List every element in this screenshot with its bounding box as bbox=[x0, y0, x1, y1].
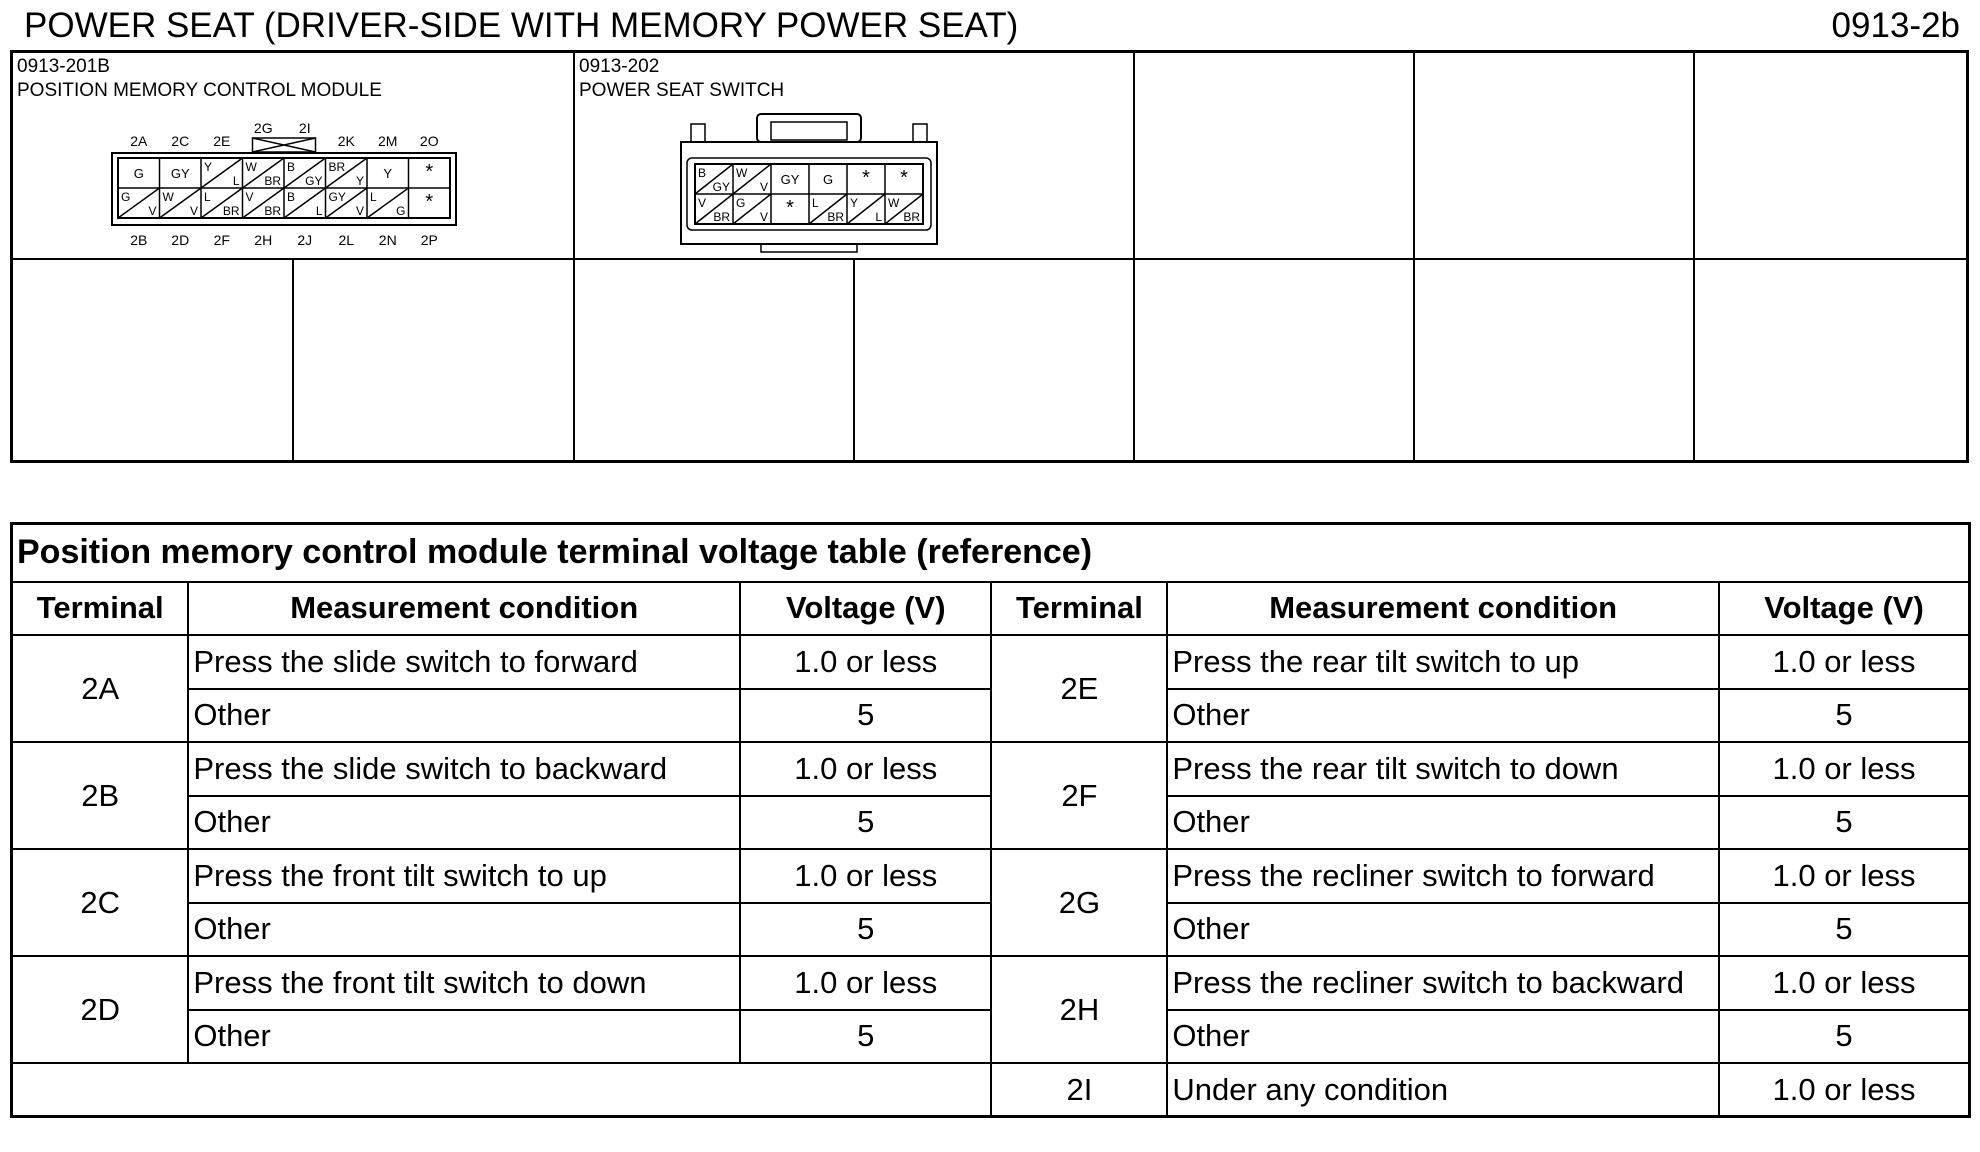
condition-cell: Other bbox=[188, 689, 740, 743]
terminal-label: 2M bbox=[378, 133, 398, 149]
terminal-label: 2G bbox=[253, 120, 273, 136]
table-row bbox=[12, 956, 1970, 1010]
connector-cell-empty bbox=[294, 260, 575, 460]
connector-cell-empty bbox=[1415, 260, 1695, 460]
voltage-cell: 1.0 or less bbox=[740, 849, 991, 903]
cavity-label: BR bbox=[264, 174, 281, 188]
terminal-cell: 2G bbox=[991, 849, 1167, 956]
condition-cell: Press the rear tilt switch to down bbox=[1167, 742, 1719, 796]
cavity-label: GY bbox=[712, 180, 730, 194]
condition-cell: Press the front tilt switch to up bbox=[188, 849, 740, 903]
condition-cell: Press the slide switch to forward bbox=[188, 635, 740, 689]
condition-cell: Other bbox=[1167, 903, 1719, 957]
voltage-cell: 5 bbox=[1719, 689, 1970, 743]
table-row bbox=[12, 635, 1970, 689]
column-header: Voltage (V) bbox=[1719, 582, 1970, 636]
connector-latch bbox=[757, 114, 861, 142]
terminal-label: 2C bbox=[171, 133, 190, 149]
voltage-cell: 5 bbox=[1719, 1010, 1970, 1064]
cavity-label: Y bbox=[355, 174, 364, 188]
column-header: Voltage (V) bbox=[740, 582, 991, 636]
cavity-label: * bbox=[862, 167, 870, 189]
cavity-label: BR bbox=[222, 204, 240, 218]
connector-cell-empty bbox=[1415, 53, 1695, 260]
connector-tab bbox=[691, 124, 705, 142]
connector-202-diagram bbox=[575, 53, 1133, 258]
terminal-label: 2H bbox=[254, 232, 273, 248]
condition-cell: Other bbox=[1167, 796, 1719, 850]
cavity-label: L bbox=[204, 190, 211, 204]
cavity-label: B bbox=[287, 160, 296, 174]
cavity-label: V bbox=[759, 210, 768, 224]
cavity-label: L bbox=[812, 196, 819, 210]
cavity-label: BR bbox=[328, 160, 346, 174]
connector-cell-empty bbox=[1135, 53, 1415, 260]
table-row bbox=[12, 1063, 1970, 1117]
cavity-label: G bbox=[396, 204, 406, 218]
cavity-label: W bbox=[245, 160, 257, 174]
terminal-label: 2F bbox=[213, 232, 230, 248]
cavity-label: G bbox=[736, 196, 746, 210]
cavity-label: G bbox=[121, 190, 131, 204]
cavity-label: GY bbox=[305, 174, 323, 188]
terminal-cell: 2F bbox=[991, 742, 1167, 849]
connector-code: 0913-202 bbox=[579, 56, 660, 77]
terminal-label: 2B bbox=[130, 232, 148, 248]
table-row bbox=[12, 742, 1970, 796]
condition-cell: Other bbox=[188, 1010, 740, 1064]
connector-grid bbox=[10, 50, 1969, 463]
connector-cell-empty bbox=[1135, 260, 1415, 460]
column-header: Measurement condition bbox=[188, 582, 740, 636]
terminal-cell: 2I bbox=[991, 1063, 1167, 1117]
cavity-label: V bbox=[355, 204, 364, 218]
cavity-label: V bbox=[189, 204, 198, 218]
cavity-label: * bbox=[786, 197, 794, 219]
terminal-label: 2D bbox=[171, 232, 190, 248]
condition-cell: Press the recliner switch to backward bbox=[1167, 956, 1719, 1010]
cavity-label: * bbox=[900, 167, 908, 189]
voltage-table bbox=[10, 522, 1971, 1118]
cavity-label: L bbox=[232, 174, 240, 188]
table-row bbox=[12, 689, 1970, 743]
connector-cell-empty bbox=[855, 260, 1135, 460]
condition-cell: Press the slide switch to backward bbox=[188, 742, 740, 796]
voltage-cell: 5 bbox=[740, 796, 991, 850]
terminal-label: 2A bbox=[130, 133, 148, 149]
cavity-label: * bbox=[425, 161, 434, 183]
voltage-cell: 5 bbox=[1719, 796, 1970, 850]
cavity-label: BR bbox=[903, 210, 920, 224]
terminal-label: 2N bbox=[378, 232, 397, 248]
terminal-cell: 2C bbox=[12, 849, 189, 956]
voltage-cell: 1.0 or less bbox=[1719, 849, 1970, 903]
condition-cell: Other bbox=[1167, 689, 1719, 743]
cavity-label: G bbox=[133, 166, 144, 181]
table-row bbox=[12, 1010, 1970, 1064]
connector-201b-diagram bbox=[13, 53, 573, 258]
cavity-label: V bbox=[698, 196, 707, 210]
condition-cell: Under any condition bbox=[1167, 1063, 1719, 1117]
cavity-label: BR bbox=[827, 210, 844, 224]
cavity-label: V bbox=[148, 204, 157, 218]
terminal-label: 2I bbox=[298, 120, 311, 136]
connector-cell-empty bbox=[1695, 53, 1966, 260]
voltage-cell: 1.0 or less bbox=[740, 956, 991, 1010]
table-row bbox=[12, 849, 1970, 903]
terminal-cell: 2E bbox=[991, 635, 1167, 742]
table-row bbox=[12, 796, 1970, 850]
cavity-label: Y bbox=[204, 160, 213, 174]
cavity-label: BR bbox=[713, 210, 730, 224]
table-row bbox=[12, 903, 1970, 957]
empty-cell bbox=[188, 1063, 740, 1117]
connector-tab bbox=[761, 244, 857, 252]
terminal-cell: 2B bbox=[12, 742, 189, 849]
terminal-label: 2O bbox=[419, 133, 439, 149]
cavity-label: L bbox=[315, 204, 323, 218]
terminal-cell: 2A bbox=[12, 635, 189, 742]
connector-tab bbox=[913, 124, 927, 142]
cavity-label: W bbox=[162, 190, 174, 204]
cavity-label: V bbox=[245, 190, 254, 204]
voltage-cell: 5 bbox=[1719, 903, 1970, 957]
connector-cell-201b bbox=[13, 53, 575, 260]
connector-cell-empty bbox=[13, 260, 294, 460]
terminal-label: 2E bbox=[213, 133, 231, 149]
condition-cell: Press the recliner switch to forward bbox=[1167, 849, 1719, 903]
condition-cell: Press the front tilt switch to down bbox=[188, 956, 740, 1010]
voltage-cell: 1.0 or less bbox=[1719, 742, 1970, 796]
cavity-label: G bbox=[822, 172, 834, 187]
connector-code: 0913-201B bbox=[17, 56, 110, 77]
cavity-label: BR bbox=[264, 204, 281, 218]
cavity-label: GY bbox=[780, 172, 800, 187]
table-title: Position memory control module terminal voltage table (reference) bbox=[12, 524, 1970, 582]
voltage-cell: 1.0 or less bbox=[1719, 635, 1970, 689]
terminal-label: 2L bbox=[338, 232, 355, 248]
terminal-label: 2J bbox=[297, 232, 313, 248]
connector-latch bbox=[771, 122, 847, 140]
page-code: 0913-2b bbox=[1831, 6, 1960, 45]
cavity-label: L bbox=[875, 210, 882, 224]
connector-name: POSITION MEMORY CONTROL MODULE bbox=[17, 80, 382, 101]
page-title: POWER SEAT (DRIVER-SIDE WITH MEMORY POWER SEAT) bbox=[24, 6, 1019, 45]
cavity-label: B bbox=[287, 190, 296, 204]
voltage-cell: 5 bbox=[740, 1010, 991, 1064]
cavity-label: Y bbox=[383, 166, 393, 181]
voltage-cell: 1.0 or less bbox=[1719, 956, 1970, 1010]
voltage-cell: 5 bbox=[740, 689, 991, 743]
condition-cell: Other bbox=[188, 903, 740, 957]
cavity-label: B bbox=[698, 166, 707, 180]
cavity-label: W bbox=[736, 166, 748, 180]
terminal-cell: 2H bbox=[991, 956, 1167, 1063]
connector-cell-empty bbox=[1695, 260, 1966, 460]
terminal-cell: 2D bbox=[12, 956, 189, 1063]
column-header: Terminal bbox=[12, 582, 189, 636]
cavity-label: * bbox=[425, 191, 434, 213]
connector-cell-empty bbox=[575, 260, 855, 460]
voltage-cell: 1.0 or less bbox=[1719, 1063, 1970, 1117]
empty-cell bbox=[12, 1063, 189, 1117]
voltage-cell: 1.0 or less bbox=[740, 635, 991, 689]
condition-cell: Other bbox=[1167, 1010, 1719, 1064]
cavity-label: V bbox=[759, 180, 768, 194]
connector-name: POWER SEAT SWITCH bbox=[579, 80, 785, 101]
cavity-label: Y bbox=[850, 196, 859, 210]
cavity-label: L bbox=[370, 190, 377, 204]
empty-cell bbox=[740, 1063, 991, 1117]
condition-cell: Press the rear tilt switch to up bbox=[1167, 635, 1719, 689]
voltage-cell: 5 bbox=[740, 903, 991, 957]
terminal-label: 2K bbox=[337, 133, 355, 149]
terminal-label: 2P bbox=[420, 232, 438, 248]
column-header: Terminal bbox=[991, 582, 1167, 636]
voltage-cell: 1.0 or less bbox=[740, 742, 991, 796]
cavity-label: W bbox=[888, 196, 900, 210]
connector-cell-202 bbox=[575, 53, 1135, 260]
column-header: Measurement condition bbox=[1167, 582, 1719, 636]
condition-cell: Other bbox=[188, 796, 740, 850]
cavity-label: GY bbox=[328, 190, 346, 204]
cavity-label: GY bbox=[170, 166, 190, 181]
